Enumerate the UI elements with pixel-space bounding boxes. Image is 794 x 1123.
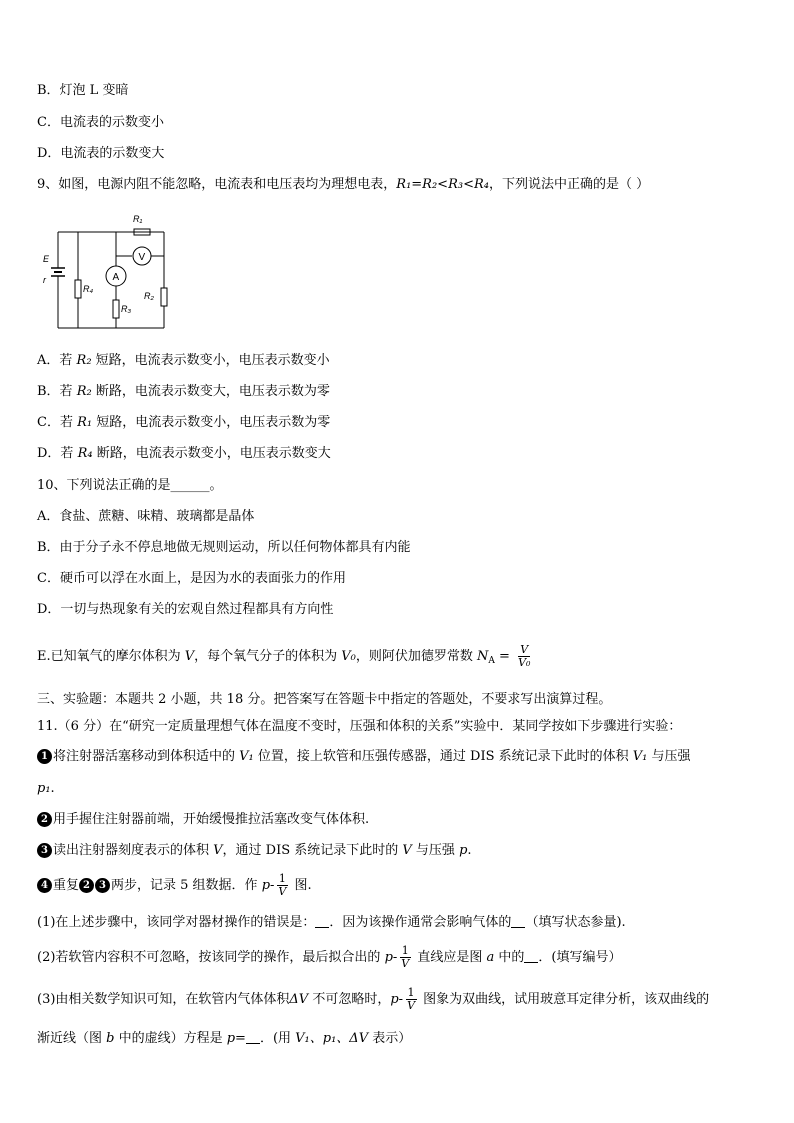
p3-a: (3)由相关数学知识可知，在软管内气体体积 <box>37 992 290 1007</box>
ammeter-label: A <box>112 272 120 283</box>
step-4-marker: 4 <box>37 878 52 893</box>
q10-e-pre: E.已知氧气的摩尔体积为 <box>37 649 185 664</box>
p1-a: (1)在上述步骤中，该同学对器材操作的错误是： <box>37 915 316 930</box>
p3-e: 中的虚线）方程是 <box>114 1031 227 1046</box>
q9-b-var: R₂ <box>76 384 92 399</box>
q9-d-var: R₄ <box>77 446 93 461</box>
p2-p: p- <box>384 950 398 965</box>
q9-b-post: 断路，电流表示数变大，电压表示数为零 <box>91 384 330 399</box>
q9-stem-tail: ，下列说法中正确的是（ ） <box>488 177 650 192</box>
label-R4: R₄ <box>83 284 94 294</box>
answer-blank-4[interactable] <box>246 1031 260 1044</box>
s1-v1: V₁ <box>239 749 254 764</box>
q10-e-v0: V₀ <box>341 649 356 664</box>
question-9-stem <box>37 176 649 194</box>
q11-step-1 <box>37 748 691 766</box>
step-2-ref: 2 <box>79 878 94 893</box>
q11-step-4 <box>37 870 312 902</box>
step-2-marker: 2 <box>37 812 52 827</box>
p2-d: ．(填写编号） <box>538 950 622 965</box>
p3-frac-num: 1 <box>407 986 415 999</box>
q11-part-1 <box>37 914 626 932</box>
p3-peq: p= <box>226 1031 246 1046</box>
s3-c: 与压强 <box>411 843 460 858</box>
label-E: E <box>43 254 50 264</box>
s3-end: . <box>467 843 472 858</box>
q9-option-c <box>37 414 330 432</box>
q9-d-pre: D．若 <box>37 446 78 461</box>
p3-c: 图象为双曲线，试用玻意耳定律分析，该双曲线的 <box>419 992 710 1007</box>
label-R1: R₁ <box>133 214 143 224</box>
q9-b-pre: B．若 <box>37 384 77 399</box>
p2-c: 中的 <box>494 950 525 965</box>
answer-blank-3[interactable] <box>524 950 538 963</box>
p3-f: ．(用 <box>259 1031 296 1046</box>
q9-c-pre: C．若 <box>37 415 78 430</box>
s4-a: 重复 <box>53 878 80 893</box>
q9-d-post: 断路，电流表示数变小，电压表示数变大 <box>92 446 331 461</box>
q10-e-v: V <box>184 649 195 664</box>
q11-step-3 <box>37 842 472 860</box>
q10-option-c: C．硬币可以浮在水面上，是因为水的表面张力的作用 <box>37 571 346 586</box>
q11-part-3 <box>37 984 709 1016</box>
s4-frac-den: V <box>278 885 287 898</box>
s1-a: 将注射器活塞移动到体积适中的 <box>53 749 240 764</box>
p2-fraction <box>399 945 411 970</box>
circuit-diagram <box>38 206 178 332</box>
q11-part-3-cont <box>37 1030 411 1048</box>
q10-option-a: A．食盐、蔗糖、味精、玻璃都是晶体 <box>37 509 255 524</box>
avogadro-fraction <box>516 644 532 669</box>
s1-b: 位置，接上软管和压强传感器，通过 DIS 系统记录下此时的体积 <box>253 749 633 764</box>
q9-option-d <box>37 445 331 463</box>
q10-option-e <box>37 640 534 674</box>
q11-step-2 <box>37 811 369 829</box>
q11-step-1-cont <box>37 780 55 798</box>
p3-vars: V₁、p₁、ΔV <box>295 1031 369 1046</box>
s3-b: ，通过 DIS 系统记录下此时的 <box>222 843 403 858</box>
p2-a: (2)若软管内容积不可忽略，按该同学的操作，最后拟合出的 <box>37 950 385 965</box>
s4-frac-num: 1 <box>278 872 286 885</box>
p1-b: ．因为该操作通常会影响气体的 <box>329 915 512 930</box>
p3-fraction <box>405 987 417 1012</box>
q9-a-var: R₂ <box>76 353 92 368</box>
section-3-heading: 三、实验题：本题共 2 小题，共 18 分。把答案写在答题卡中指定的答题处，不要求写出演算过程。 <box>37 692 612 707</box>
step-3-marker: 3 <box>37 843 52 858</box>
q9-stem-text: 9、如图，电源内阻不能忽略，电流表和电压表均为理想电表， <box>37 177 397 192</box>
p2-b: 直线应是图 <box>413 950 487 965</box>
s3-v: V <box>213 843 223 858</box>
option-d: D．电流表的示数变大 <box>37 146 165 161</box>
q10-e-mid: ，每个氧气分子的体积为 <box>194 649 342 664</box>
s4-fraction <box>276 873 288 898</box>
q10-option-b: B．由于分子永不停息地做无规则运动，所以任何物体都具有内能 <box>37 540 411 555</box>
p3-g: 表示） <box>368 1031 412 1046</box>
s3-a: 读出注射器刻度表示的体积 <box>53 843 214 858</box>
q11-part-2 <box>37 942 621 974</box>
p3-fig: b <box>106 1031 115 1046</box>
p3-d: 渐近线（图 <box>37 1031 107 1046</box>
p3-dv: ΔV <box>289 992 309 1007</box>
step-3-ref: 3 <box>95 878 110 893</box>
p3-b: 不可忽略时， <box>308 992 391 1007</box>
p2-frac-num: 1 <box>401 944 409 957</box>
q9-a-pre: A．若 <box>37 353 77 368</box>
s3-v2: V <box>402 843 412 858</box>
option-b: B．灯泡 L 变暗 <box>37 83 129 98</box>
p3-p: p- <box>390 992 404 1007</box>
answer-blank-2[interactable] <box>511 915 525 928</box>
q10-e-eq: = <box>494 649 515 664</box>
option-c: C．电流表的示数变小 <box>37 115 164 130</box>
q9-c-var: R₁ <box>77 415 93 430</box>
q10-option-d: D．一切与热现象有关的宏观自然过程都具有方向性 <box>37 602 334 617</box>
voltmeter-label: V <box>138 252 146 263</box>
s1-c: 与压强 <box>647 749 691 764</box>
q9-option-a <box>37 352 330 370</box>
s1-end: . <box>50 781 55 796</box>
q10-e-na-sub: A <box>488 656 495 666</box>
answer-blank-1[interactable] <box>315 915 329 928</box>
s1-v1b: V₁ <box>632 749 648 764</box>
step-1-marker: 1 <box>37 749 52 764</box>
question-11-stem: 11.（6 分）在“研究一定质量理想气体在温度不变时，压强和体积的关系”实验中．某同学按如下步骤进行实验： <box>37 719 682 734</box>
fraction-numerator: V <box>520 643 529 656</box>
question-10-stem: 10、下列说法正确的是______。 <box>37 478 223 493</box>
q9-condition: R₁=R₂<R₃<R₄ <box>396 177 489 192</box>
label-R3: R₃ <box>121 304 132 314</box>
label-r: r <box>43 275 46 285</box>
s3-p: p <box>459 843 468 858</box>
s2-text: 用手握住注射器前端，开始缓慢推拉活塞改变气体体积. <box>53 812 370 827</box>
q9-c-post: 短路，电流表示数变小，电压表示数为零 <box>92 415 331 430</box>
s4-b: 两步，记录 5 组数据．作 <box>111 878 262 893</box>
q9-a-post: 短路，电流表示数变小，电压表示数变小 <box>91 353 330 368</box>
q9-option-b <box>37 383 330 401</box>
p3-frac-den: V <box>407 999 416 1012</box>
q10-e-post: ，则阿伏加德罗常数 <box>355 649 478 664</box>
label-R2: R₂ <box>144 291 154 301</box>
s4-p: p- <box>261 878 275 893</box>
p2-fig: a <box>486 950 495 965</box>
fraction-denominator: V₀ <box>518 656 531 669</box>
q10-e-na: N <box>477 649 489 664</box>
s4-c: 图. <box>290 878 312 893</box>
p1-c: （填写状态参量). <box>525 915 626 930</box>
p2-frac-den: V <box>401 957 410 970</box>
s1-p1: p₁ <box>37 781 51 796</box>
